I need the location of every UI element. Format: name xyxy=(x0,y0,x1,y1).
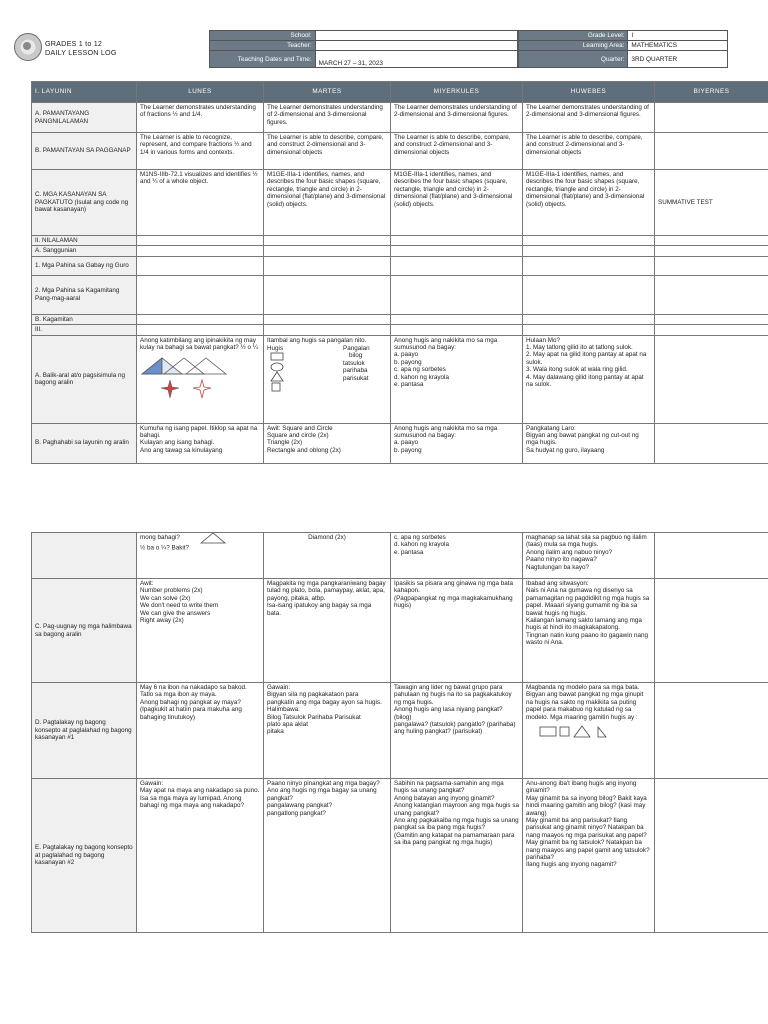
category-items-row: pitaka xyxy=(267,728,284,736)
cell-miyerkules: The Learner is able to describe, compare, and construct 2-dimensional and 3-dimensional objects xyxy=(391,133,523,170)
row-mga-kasanayan xyxy=(32,170,768,236)
cell-biyernes xyxy=(655,683,768,779)
cell-huwebes: Hulaan Mo? 1. May tatlong gilid ito at tatlong sulok. 2. May apat na gilid itong pantay at apat na sulok. 3. Wala itong sulok at wala ring gilid. 4. May dalawang gilid itong pantay at apat na sulok. xyxy=(523,335,655,423)
cell-huwebes: maghanap sa lahat sila sa pagbuo ng ilalim (taas) mula sa mga hugis. Anong ilalim ang nabuo ninyo? Paano ninyo ito nagawa? Nagtulungan ba kayo? xyxy=(523,533,655,579)
cell-lunes: Gawain: May apat na maya ang nakadapo sa puno. Isa sa mga maya ay lumipad. Anong bahagi ng mga maya ang nakadapo? xyxy=(137,779,264,933)
cell-miyerkules: M1GE-IIIa-1 identifies, names, and describes the four basic shapes (square, rectangle, triangle and circle) in 2-dimensional (flat/plane) and 3-dimensional (solid) objects. xyxy=(391,170,523,236)
cell-empty xyxy=(137,275,264,314)
cell-huwebes: The Learner demonstrates understanding of 2-dimensional and 3-dimensional figures. xyxy=(523,103,655,133)
cell-biyernes xyxy=(655,335,768,423)
cell-empty xyxy=(264,236,391,246)
row-sanggunian xyxy=(32,246,768,256)
square-icon xyxy=(272,383,280,391)
header-lunes: LUNES xyxy=(137,82,264,103)
cell-biyernes xyxy=(655,779,768,933)
cell-lunes: May 6 na ibon na nakadapo sa bakod. Tatlo sa mga ibon ay maya. Anong bahagi ng pangkat ay maya? (Ipagkukit at hatiin para makuha ang bahaging tinutukoy) xyxy=(137,683,264,779)
cell-biyernes xyxy=(655,133,768,170)
cell-empty xyxy=(137,325,264,335)
cell-empty xyxy=(391,314,523,324)
category-items-row: plato apa aklat xyxy=(267,721,308,729)
cell-empty xyxy=(264,314,391,324)
cell-empty xyxy=(137,246,264,256)
shape-name-matching xyxy=(267,345,387,395)
grade-level-label: Grade Level: xyxy=(519,31,628,41)
paghahabi-lunes-cont: mong bahagi? ½ ba o ¼? Bakit? xyxy=(140,534,190,553)
cell-martes: M1GE-IIIa-1 identifies, names, and describes the four basic shapes (square, rectangle, triangle and circle) in 2-dimensional (flat/plane) and 3-dimensional (solid) objects. xyxy=(264,170,391,236)
cell-empty xyxy=(523,256,655,275)
cell-miyerkules: Sabihin na pagsama-samahin ang mga hugis sa unang pangkat? Anong batayan ang inyong ginamit? Anong katangian mayroon ang mga hugis sa unang pangkat? Ano ang pagkakaiba ng mga hugis sa unang pangkat sa iba pang mga hugis? (Gamitin ang katapat na pamamaraan para sa iba pang pangkat ng mga hugis) xyxy=(391,779,523,933)
triangle-icon xyxy=(574,726,590,737)
star-red-icon xyxy=(161,380,179,398)
cell-martes: The Learner demonstrates understanding of 2-dimensional and 3-dimensional figures. xyxy=(264,103,391,133)
cell-huwebes: M1GE-IIIa-1 identifies, names, and describes the four basic shapes (square, rectangle, triangle and circle) in 2-dimensional (flat/plane) and 3-dimensional (solid) objects. xyxy=(523,170,655,236)
rectangle-icon xyxy=(271,353,283,360)
right-triangle-icon xyxy=(598,727,606,737)
row-paghahabi-continued xyxy=(32,533,768,579)
triangle-icon xyxy=(199,533,227,546)
square-icon xyxy=(560,727,569,736)
cell-martes xyxy=(264,683,391,779)
row-pagtalakay-1 xyxy=(32,683,768,779)
star-outline-icon xyxy=(193,380,211,398)
cell-lunes: The Learner is able to recognize, represent, and compare fractions ½ and 1/4 in various forms and contexts. xyxy=(137,133,264,170)
school-value xyxy=(315,31,517,41)
cell-lunes: Kumuha ng isang papel. Itiklop sa apat na bahagi. Kulayan ang isang bahagi. Ano ang tawag sa kinulayang xyxy=(137,423,264,463)
cell-empty xyxy=(264,325,391,335)
deped-seal-logo xyxy=(14,33,42,61)
row-nilalaman xyxy=(32,236,768,246)
school-label: School: xyxy=(210,31,316,41)
shape-name-parisukat: parisukat xyxy=(343,374,369,382)
cell-huwebes xyxy=(523,683,655,779)
row-label: A. Sanggunian xyxy=(32,246,137,256)
cell-empty xyxy=(655,314,768,324)
cell-empty xyxy=(655,236,768,246)
row-kagamitan xyxy=(32,314,768,324)
cell-biyernes xyxy=(655,103,768,133)
row-label: B. Paghahabi sa layunin ng aralin xyxy=(32,423,137,463)
rectangle-icon xyxy=(540,727,556,736)
teacher-label: Teacher: xyxy=(210,41,316,51)
row-pamantayan-sa-pagganap xyxy=(32,133,768,170)
cell-lunes: Awit: Number problems (2x) We can solve (2x) We don't need to write them We can give the answers Right away (2x) xyxy=(137,579,264,683)
header-miyerkules: MIYERKULES xyxy=(391,82,523,103)
cell-empty xyxy=(137,236,264,246)
cell-martes: Diamond (2x) xyxy=(264,533,391,579)
column-header-row xyxy=(32,82,768,103)
cell-biyernes xyxy=(655,579,768,683)
cell-empty xyxy=(391,275,523,314)
cell-lunes: The Learner demonstrates understanding of fractions ½ and 1/4. xyxy=(137,103,264,133)
cell-martes: The Learner is able to describe, compare, and construct 2-dimensional and 3-dimensional objects xyxy=(264,133,391,170)
cell-miyerkules: Tawagin ang lider ng bawat grupo para pahulaan ng hugis na ito sa pagkakatukoy ng mga hugis. Anong hugis ang lasa niyang pangkat? (bilog) pangalawa? (tatsulok) pangatlo? (parihaba) ang huling pangkat? (parisukat) xyxy=(391,683,523,779)
row-label: B. Kagamitan xyxy=(32,314,137,324)
learning-area-value: MATHEMATICS xyxy=(628,41,728,51)
cell-huwebes: Pangkatang Laro: Bigyan ang bawat pangkat ng cut-out ng mga hugis. Sa hudyat ng guro, ilayaang xyxy=(523,423,655,463)
cell-miyerkules: Ipasikis sa pisara ang ginawa ng mga bata kahapon. (Pagpapangkat ng mga magkakamukhang hugis) xyxy=(391,579,523,683)
lesson-log-table-page2 xyxy=(31,532,768,933)
cell-martes: Paano ninyo pinangkat ang mga bagay? Ano ang hugis ng mga bagay sa unang pangkat? pangalawang pangkat? pangatlong pangkat? xyxy=(264,779,391,933)
cell-lunes xyxy=(137,335,264,423)
row-label: 1. Mga Pahina sa Gabay ng Guro xyxy=(32,256,137,275)
shape-icons xyxy=(267,352,287,392)
cell-biyernes xyxy=(655,533,768,579)
cell-martes: Awit: Square and Circle Square and circle (2x) Triangle (2x) Rectangle and oblong (2x) xyxy=(264,423,391,463)
cutout-shapes-figure xyxy=(526,723,636,739)
title-line-grades: GRADES 1 to 12 xyxy=(45,39,103,48)
cell-huwebes: Anu-anong iba't ibang hugis ang inyong ginamit? May ginamit ba sa inyong bilog? Bakit kaya hindi maaring gamitin ang bilog? (kasi may awang) May ginamit ba ang parisukat? Ilang parisukat ang ginamit ninyo? Natakpan ba nang maayos ng mga parisukat ang papel? May ginamit ba ng tatsulok? Natakpan ba nang maayos ang papel gamit ang tatsulok? parihaba? Ilang hugis ang inyong nagamit? xyxy=(523,779,655,933)
dates-value: MARCH 27 – 31, 2023 xyxy=(315,51,517,68)
row-label-empty xyxy=(32,533,137,579)
name-column xyxy=(327,345,387,395)
shaded-triangle-icon xyxy=(142,358,162,374)
learning-area-label: Learning Area: xyxy=(519,41,628,51)
cell-empty xyxy=(523,314,655,324)
cell-empty xyxy=(391,256,523,275)
header-layunin: I. LAYUNIN xyxy=(32,82,137,103)
row-pamantayang-pangnilalaman xyxy=(32,103,768,133)
shape-name-tatsulok: tatsulok xyxy=(343,359,365,367)
cell-miyerkules: Anong hugis ang nakikita mo sa mga sumusunod na bagay: a. paayo b. payong xyxy=(391,423,523,463)
row-paghahabi xyxy=(32,423,768,463)
cell-empty xyxy=(391,236,523,246)
circle-icon xyxy=(271,363,283,371)
cell-empty xyxy=(655,256,768,275)
row-pag-uugnay xyxy=(32,579,768,683)
cell-miyerkules: c. apa ng sorbetes d. kahon ng krayola e. pantasa xyxy=(391,533,523,579)
cell-empty xyxy=(264,256,391,275)
row-pahina-kagamitang xyxy=(32,275,768,314)
quarter-value: 3RD QUARTER xyxy=(628,51,728,68)
cell-lunes: M1NS-IIIb-72.1 visualizes and identifies ½ and ¼ of a whole object. xyxy=(137,170,264,236)
cell-huwebes: Ibabad ang sitwasyon: Nais ni Ana na gumawa ng disenyo sa pamamagitan ng pagdidikit ng mga hugis sa papel. Maaari siyang gumamit ng iba sa bawat hugis ng hugis. Kailangan lamang sakto lamang ang mga hugis at hindi ito magkakapatong. Tingnan natin kung paano ito gagawin nang wasto ni Ana. xyxy=(523,579,655,683)
cell-martes xyxy=(264,335,391,423)
row-label: B. PAMANTAYAN SA PAGGANAP xyxy=(32,133,137,170)
row-label: 2. Mga Pahina sa Kagamitang Pang-mag-aaral xyxy=(32,275,137,314)
cell-biyernes: SUMMATIVE TEST xyxy=(655,170,768,236)
cell-empty xyxy=(523,246,655,256)
row-balik-aral xyxy=(32,335,768,423)
balik-aral-lunes-text: Anong katimbilang ang ipinakikita ng may kulay na bahagi sa bawat pangkat? ½ o ¼ xyxy=(140,336,258,352)
cell-biyernes xyxy=(655,423,768,463)
cell-empty xyxy=(264,246,391,256)
row-label: A. PAMANTAYANG PANGNILALAMAN xyxy=(32,103,137,133)
row-label: C. Pag-uugnay ng mga halimbawa sa bagong aralin xyxy=(32,579,137,683)
header-martes: MARTES xyxy=(264,82,391,103)
cell-empty xyxy=(391,325,523,335)
shape-column xyxy=(267,345,327,395)
header-biyernes: BIYERNES xyxy=(655,82,768,103)
cell-empty xyxy=(264,275,391,314)
row-label: C. MGA KASANAYAN SA PAGKATUTO (Isulat ang code ng bawat kasanayan) xyxy=(32,170,137,236)
shape-name-parihaba: parihaba xyxy=(343,367,368,375)
cell-miyerkules: The Learner demonstrates understanding of 2-dimensional and 3-dimensional figures. xyxy=(391,103,523,133)
cell-empty xyxy=(523,275,655,314)
hugis-heading: Hugis xyxy=(267,345,284,353)
header-left-table xyxy=(209,30,518,68)
header-right-table xyxy=(518,30,728,68)
pangalan-heading: Pangalan xyxy=(343,345,370,353)
row-pagtalakay-2 xyxy=(32,779,768,933)
pagtalakay-martes-intro: Gawain: Bigyan sila ng pagkakataon para pangkatin ang mga bagay ayon sa hugis. Halimbawa: xyxy=(267,684,382,714)
cell-miyerkules: Anong hugis ang nakikita mo sa mga sumusunod na bagay: a. paayo b. payong c. apa ng sorbetes d. kahon ng krayola e. pantasa xyxy=(391,335,523,423)
pagtalakay-huwebes-text: Magbanda ng modelo para sa mga bata. Bigyan ang bawat pangkat ng mga ginupit na hugis na sakto ng makikita sa puting papel para makabuo ng katulad ng sa modelo. Mga maaring gamitin hugis ay : xyxy=(526,684,644,721)
lesson-log-table-page1 xyxy=(31,81,768,464)
document-title xyxy=(45,39,117,57)
row-label: E. Pagtalakay ng bagong konsepto at paglalahad ng bagong kasanayan #2 xyxy=(32,779,137,933)
cell-martes: Magpakita ng mga pangkaraniwang bagay tulad ng plato, bola, pamaypay, aklat, apa, payong, pitaka, atbp. Isa-isang ipatukoy ang bagay sa mga bata. xyxy=(264,579,391,683)
quarter-label: Quarter: xyxy=(519,51,628,68)
cell-empty xyxy=(137,256,264,275)
cell-empty xyxy=(391,246,523,256)
cell-empty xyxy=(523,236,655,246)
row-pahina-gabay-guro xyxy=(32,256,768,275)
dates-label: Teaching Dates and Time: xyxy=(210,51,316,68)
title-line-dll: DAILY LESSON LOG xyxy=(45,48,117,57)
shape-name-bilog: bilog xyxy=(349,352,363,360)
row-label: III. xyxy=(32,325,137,335)
cell-lunes xyxy=(137,533,264,579)
cell-huwebes: The Learner is able to describe, compare, and construct 2-dimensional and 3-dimensional objects xyxy=(523,133,655,170)
teacher-value xyxy=(315,41,517,51)
triangle-icon xyxy=(186,358,226,374)
cell-empty xyxy=(523,325,655,335)
row-label: A. Balik-aral at/o pagsisimula ng bagong aralin xyxy=(32,335,137,423)
row-label: II. NILALAMAN xyxy=(32,236,137,246)
cell-empty xyxy=(137,314,264,324)
category-header-row: Bilog Tatsulok Parihaba Parisukat xyxy=(267,713,361,721)
header-huwebes: HUWEBES xyxy=(523,82,655,103)
cell-empty xyxy=(655,275,768,314)
cell-empty xyxy=(655,325,768,335)
row-iii xyxy=(32,325,768,335)
row-label: D. Pagtalakay ng bagong konsepto at paglalahad ng bagong kasanayan #1 xyxy=(32,683,137,779)
grade-level-value: I xyxy=(628,31,728,41)
fraction-shapes-figure xyxy=(140,354,240,400)
triangle-icon xyxy=(271,372,283,381)
cell-empty xyxy=(655,246,768,256)
balik-aral-martes-intro: Itambal ang hugis sa pangalan nito. xyxy=(267,336,367,344)
